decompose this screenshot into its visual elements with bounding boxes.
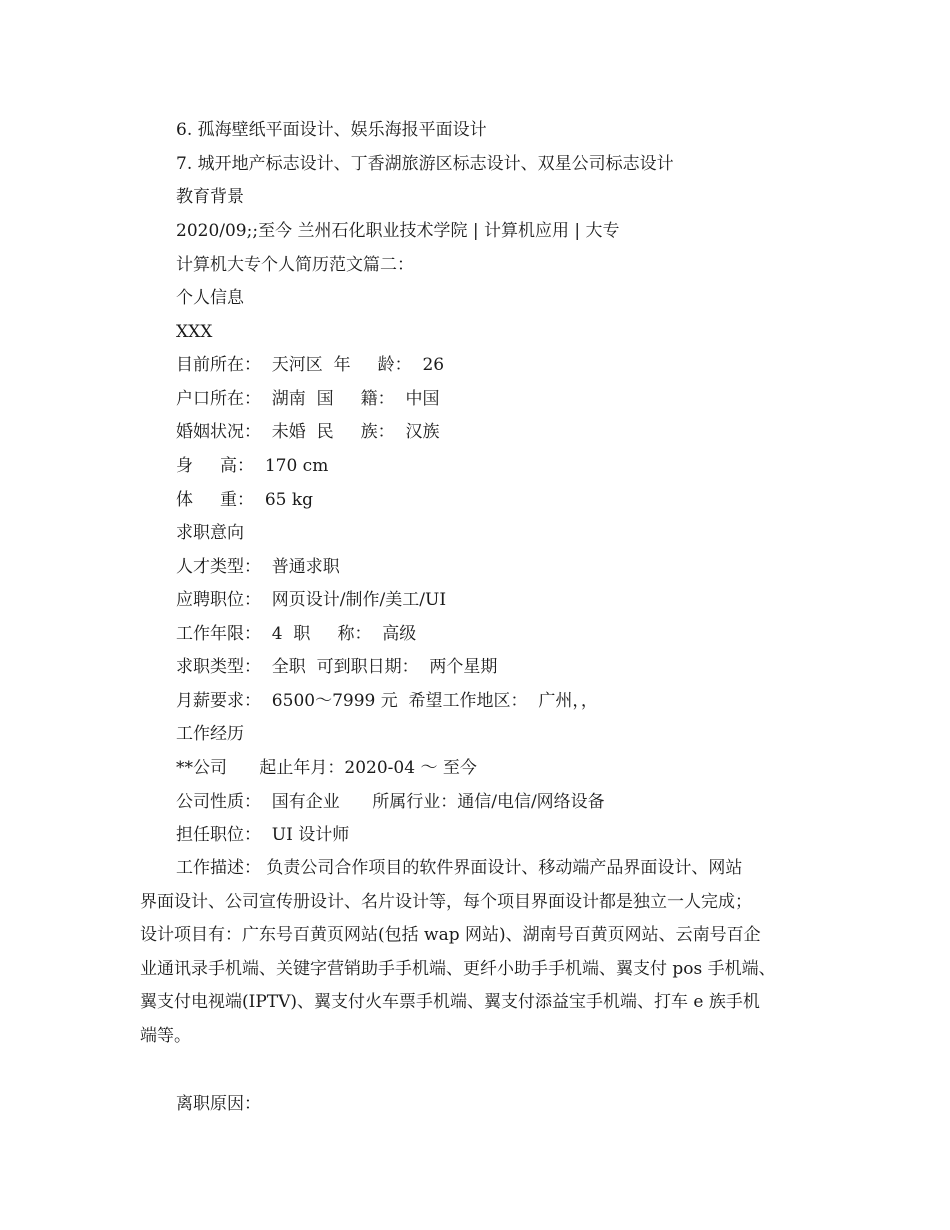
intent-job-type: 求职类型： 全职 可到职日期： 两个星期 [176, 657, 498, 677]
info-height: 身 高： 170 cm [176, 456, 329, 476]
intent-years-title: 工作年限： 4 职 称： 高级 [176, 624, 417, 644]
section-heading-personal-info: 个人信息 [176, 288, 244, 308]
project-item-7: 7. 城开地产标志设计、丁香湖旅游区标志设计、双星公司标志设计 [176, 154, 674, 174]
work-description-line: 业通讯录手机端、关键字营销助手手机端、更纤小助手手机端、翼支付 pos 手机端、 [140, 958, 776, 979]
section-heading-work-experience: 工作经历 [176, 724, 244, 744]
person-name: XXX [176, 322, 213, 342]
work-company-nature: 公司性质： 国有企业 所属行业：通信/电信/网络设备 [176, 792, 605, 812]
education-entry: 2020/09;;至今 兰州石化职业技术学院 | 计算机应用 | 大专 [176, 221, 620, 241]
info-weight: 体 重： 65 kg [176, 490, 314, 510]
section-heading-education: 教育背景 [176, 187, 244, 207]
work-description-paragraph [140, 852, 830, 1053]
section-heading-job-intention: 求职意向 [176, 523, 244, 543]
work-description-line: 界面设计、公司宣传册设计、名片设计等，每个项目界面设计都是独立一人完成； [140, 891, 752, 912]
resume-sample-title: 计算机大专个人简历范文篇二： [176, 255, 414, 275]
work-description-line: 设计项目有：广东号百黄页网站(包括 wap 网站)、湖南号百黄页网站、云南号百企 [140, 925, 761, 945]
work-company-period: **公司 起止年月：2020-04 ～ 至今 [176, 758, 477, 778]
intent-position: 应聘职位： 网页设计/制作/美工/UI [176, 590, 447, 610]
project-item-6: 6. 孤海壁纸平面设计、娱乐海报平面设计 [176, 120, 487, 140]
work-description-line: 工作描述： 负责公司合作项目的软件界面设计、移动端产品界面设计、网站 [176, 858, 743, 878]
info-location-age: 目前所在： 天河区 年 龄： 26 [176, 355, 445, 375]
work-description-line: 端等。 [140, 1025, 191, 1046]
leave-reason: 离职原因： [176, 1094, 261, 1114]
work-role: 担任职位： UI 设计师 [176, 825, 350, 845]
intent-salary-location: 月薪要求： 6500～7999 元 希望工作地区： 广州，， [176, 691, 598, 711]
info-hukou-nationality: 户口所在： 湖南 国 籍： 中国 [176, 389, 440, 409]
intent-talent-type: 人才类型： 普通求职 [176, 557, 340, 577]
work-description-line: 翼支付电视端(IPTV)、翼支付火车票手机端、翼支付添益宝手机端、打车 e 族手机 [140, 992, 760, 1012]
info-marital-ethnicity: 婚姻状况： 未婚 民 族： 汉族 [176, 422, 440, 442]
